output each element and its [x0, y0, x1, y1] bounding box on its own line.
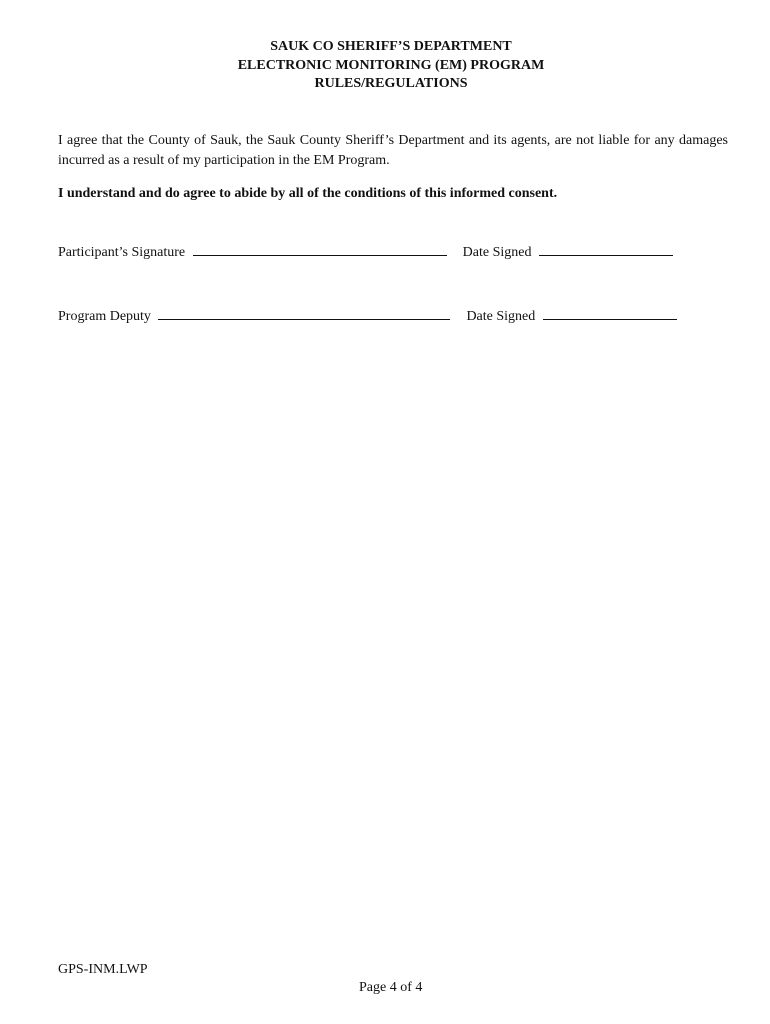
deputy-signature-row — [58, 305, 677, 325]
document-header — [0, 38, 770, 94]
participant-signature-row — [58, 241, 673, 261]
participant-signature-line[interactable] — [193, 241, 447, 256]
participant-date-label: Date Signed — [462, 245, 532, 260]
form-code: GPS-INM.LWP — [58, 962, 148, 977]
header-program: ELECTRONIC MONITORING (EM) PROGRAM — [237, 57, 545, 73]
participant-date-line[interactable] — [539, 241, 673, 256]
informed-consent-statement: I understand and do agree to abide by all of the conditions of this informed consent. — [58, 186, 558, 201]
header-rules: RULES/REGULATIONS — [314, 76, 468, 91]
deputy-signature-line[interactable] — [158, 305, 450, 320]
page-number: Page 4 of 4 — [359, 980, 423, 995]
header-department: SAUK CO SHERIFF’S DEPARTMENT — [270, 39, 512, 54]
deputy-date-label: Date Signed — [466, 309, 536, 324]
deputy-signature-label: Program Deputy — [58, 309, 151, 324]
liability-agreement-text: I agree that the County of Sauk, the Sauk County Sheriff’s Department and its agents, are not liable for any damages incurred as a result of my participation in the EM Program. — [58, 133, 728, 168]
deputy-date-line[interactable] — [543, 305, 677, 320]
participant-signature-label: Participant’s Signature — [58, 245, 186, 260]
